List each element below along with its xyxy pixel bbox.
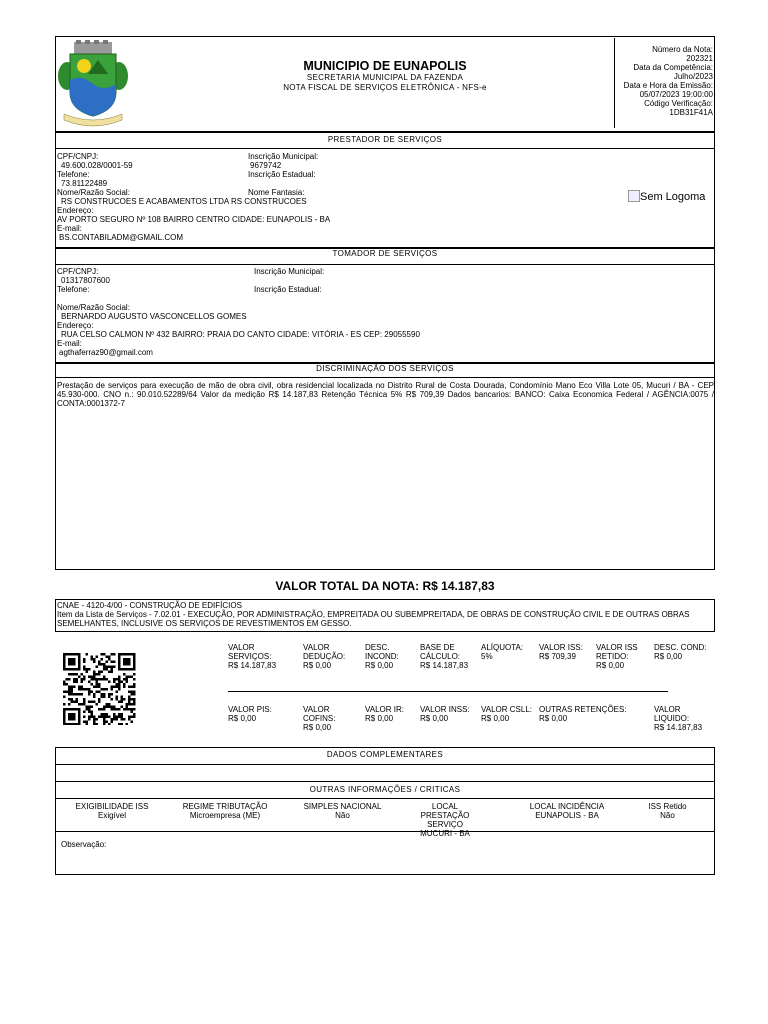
tomador-email-label: E-mail:: [57, 339, 82, 348]
valor-value: R$ 0,00: [420, 714, 449, 723]
qr-code: [63, 653, 137, 725]
valor-label: VALOR ISS:: [539, 643, 583, 652]
valor-row2-item: [228, 705, 298, 723]
valor-value: 5%: [481, 652, 493, 661]
prestador-divider: [56, 148, 714, 149]
lista-servicos-text: Item da Lista de Serviços - 7.02.01 - EXECUÇÃO, POR ADMINISTRAÇÃO, EMPREITADA OU SUBEMPREITADA, DE OBRAS DE CONSTRUÇÃO CIVIL E DE OUTRAS OBRAS SEMELHANTES, INCLUSIVE OS SERVIÇOS DE REVESTIMENTOS EM GESSO.: [57, 610, 690, 628]
valor-value: R$ 0,00: [303, 723, 332, 732]
tomador-nome-label: Nome/Razão Social:: [57, 303, 130, 312]
broken-image-icon: [628, 190, 640, 202]
iss-retido-value: Não: [660, 811, 675, 820]
valor-label: DESC. COND:: [654, 643, 707, 652]
prestador-email-label: E-mail:: [57, 224, 82, 233]
coat-of-arms-logo: [58, 40, 128, 130]
discriminacao-text: Prestação de serviços para execução de mão de obra civil, obra residencial localizada no Distrito Rural de Costa Dourada, Condomínio Mano Eco Villa Lote 05, Mucuri / BA - CEP 45.930-000. CNO n.: 90.010.52289/64 Valor da medição R$ 14.187,83 Retenção Técnica 5% R$ 709,39 Dados bancarios: BANCO: Caixa Economica Federal / AGÊNCIA:0075 / CONTA:0001372-7: [57, 381, 714, 408]
municipality-title: MUNICIPIO DE EUNAPOLIS: [303, 59, 467, 73]
prestador-section-title: PRESTADOR DE SERVIÇOS: [327, 135, 443, 144]
competencia-label: Data da Competência:: [633, 63, 713, 72]
valor-label: VALOR INSS:: [420, 705, 470, 714]
valor-label: VALOR SERVIÇOS:: [228, 643, 272, 661]
valor-label: OUTRAS RETENÇÕES:: [539, 705, 627, 714]
emissao-label: Data e Hora da Emissão:: [623, 81, 713, 90]
cnae-text: CNAE - 4120-4/00 - CONSTRUÇÃO DE EDIFÍCIOS: [57, 601, 242, 610]
valor-row2-item: [420, 705, 478, 723]
valor-row2-item: [303, 705, 361, 732]
prestador-cpf-label: CPF/CNPJ:: [57, 152, 99, 161]
valor-value: R$ 0,00: [365, 714, 394, 723]
regime-label: REGIME TRIBUTAÇÃO: [182, 802, 268, 811]
valor-row1-item: [420, 643, 478, 670]
tomador-divider: [56, 264, 714, 265]
codigo-value: 1DB31F41A: [669, 108, 713, 117]
prestador-cpf: 49.600.028/0001-59: [61, 161, 133, 170]
prestador-fantasia-label: Nome Fantasia:: [248, 188, 305, 197]
valor-row2-item: [654, 705, 714, 732]
valor-row1-item: [654, 643, 714, 661]
valor-label: BASE DE CÁLCULO:: [420, 643, 461, 661]
valor-row1-item: [365, 643, 417, 670]
valor-label: VALOR COFINS:: [303, 705, 336, 723]
valor-label: DESC. INCOND:: [365, 643, 399, 661]
local-prestacao-label: LOCAL PRESTAÇÃO SERVIÇO: [420, 802, 470, 829]
observacao-divider: [56, 831, 714, 832]
prestador-logo-placeholder: [628, 190, 705, 204]
valor-label: VALOR CSLL:: [481, 705, 532, 714]
valor-label: VALOR LIQUIDO:: [654, 705, 690, 723]
valor-total: VALOR TOTAL DA NOTA: R$ 14.187,83: [275, 579, 495, 593]
local-incidencia-value: EUNAPOLIS - BA: [535, 811, 599, 820]
numero-label: Número da Nota:: [652, 45, 713, 54]
tomador-insc-mun-label: Inscrição Municipal:: [254, 267, 325, 276]
valor-value: R$ 14.187,83: [228, 661, 277, 670]
tomador-box: [55, 248, 715, 363]
valor-row1-item: [539, 643, 593, 661]
nfse-subtitle: NOTA FISCAL DE SERVIÇOS ELETRÔNICA - NFS-e: [283, 83, 487, 92]
outras-divider: [56, 798, 714, 799]
prestador-telefone-label: Telefone:: [57, 170, 90, 179]
valor-row1-item: [228, 643, 298, 670]
prestador-insc-est-label: Inscrição Estadual:: [248, 170, 316, 179]
prestador-email: BS.CONTABILADM@GMAIL.COM: [59, 233, 183, 242]
prestador-nome-label: Nome/Razão Social:: [57, 188, 130, 197]
local-prestacao: [408, 802, 482, 838]
tomador-cpf-label: CPF/CNPJ:: [57, 267, 99, 276]
observacao-label: Observação:: [61, 840, 107, 849]
exigibilidade-value: Exigível: [97, 811, 126, 820]
local-incidencia: [512, 802, 622, 820]
valor-row1-item: [596, 643, 650, 670]
discriminacao-divider: [56, 377, 714, 378]
iss-retido-label: ISS Retido: [648, 802, 687, 811]
emissao-value: 05/07/2023 19:00:00: [639, 90, 713, 99]
tomador-nome: BERNARDO AUGUSTO VASCONCELLOS GOMES: [61, 312, 247, 321]
tomador-endereco-label: Endereço:: [57, 321, 94, 330]
valor-row2-item: [539, 705, 649, 723]
simples-label: SIMPLES NACIONAL: [303, 802, 382, 811]
exigibilidade-label: EXIGIBILIDADE ISS: [75, 802, 149, 811]
valor-value: R$ 709,39: [539, 652, 576, 661]
regime-value: Microempresa (ME): [189, 811, 261, 820]
codigo-label: Código Verificação:: [644, 99, 713, 108]
prestador-insc-mun-label: Inscrição Municipal:: [248, 152, 319, 161]
prestador-telefone: 73.81122489: [61, 179, 108, 188]
valor-label: VALOR PIS:: [228, 705, 272, 714]
prestador-box: [55, 132, 715, 248]
prestador-endereco: AV PORTO SEGURO Nº 108 BAIRRO CENTRO CIDADE: EUNAPOLIS - BA: [57, 215, 331, 224]
tomador-telefone-label: Telefone:: [57, 285, 90, 294]
valor-value: R$ 0,00: [654, 652, 683, 661]
prestador-endereco-label: Endereço:: [57, 206, 94, 215]
numero-value: 202321: [686, 54, 713, 63]
local-prestacao-value: MUCURI - BA: [420, 829, 470, 838]
complementares-section-title: DADOS COMPLEMENTARES: [326, 750, 444, 759]
valor-value: R$ 0,00: [539, 714, 568, 723]
tomador-insc-est-label: Inscrição Estadual:: [254, 285, 322, 294]
valor-row1-item: [303, 643, 361, 670]
iss-retido: [630, 802, 705, 820]
valor-label: ALÍQUOTA:: [481, 643, 524, 652]
prestador-nome: RS CONSTRUCOES E ACABAMENTOS LTDA RS CONSTRUCOES: [61, 197, 307, 206]
valor-row2-item: [365, 705, 417, 723]
nota-info: [600, 45, 713, 117]
valor-value: R$ 14.187,83: [420, 661, 469, 670]
tomador-endereco: RUA CELSO CALMON Nº 432 BAIRRO: PRAIA DO CANTO CIDADE: VITÓRIA - ES CEP: 29055590: [61, 330, 420, 339]
tomador-email: agthaferraz90@gmail.com: [59, 348, 153, 357]
outras-top-divider: [56, 781, 714, 782]
simples-nacional: [290, 802, 395, 820]
valor-value: R$ 0,00: [481, 714, 510, 723]
valor-value: R$ 0,00: [596, 661, 625, 670]
competencia-value: Julho/2023: [673, 72, 713, 81]
valor-label: VALOR IR:: [365, 705, 404, 714]
valor-value: R$ 14.187,83: [654, 723, 703, 732]
prestador-insc-mun: 9679742: [250, 161, 282, 170]
valor-label: VALOR DEDUÇÃO:: [303, 643, 346, 661]
valor-row2-item: [481, 705, 537, 723]
valor-label: VALOR ISS RETIDO:: [596, 643, 638, 661]
tomador-section-title: TOMADOR DE SERVIÇOS: [332, 249, 438, 258]
valor-row1-item: [481, 643, 533, 661]
valores-divider: [228, 691, 668, 692]
valor-value: R$ 0,00: [365, 661, 394, 670]
local-incidencia-label: LOCAL INCIDÊNCIA: [529, 802, 605, 811]
tomador-cpf: 01317807600: [61, 276, 110, 285]
valor-value: R$ 0,00: [228, 714, 257, 723]
prestador-logo-alt: Sem Logoma: [640, 191, 706, 203]
valor-value: R$ 0,00: [303, 661, 332, 670]
outras-section-title: OUTRAS INFORMAÇÕES / CRITICAS: [309, 785, 461, 794]
secretaria-subtitle: SECRETARIA MUNICIPAL DA FAZENDA: [306, 73, 464, 82]
regime-tributacao: [170, 802, 280, 820]
simples-value: Não: [335, 811, 350, 820]
exigibilidade-iss: [62, 802, 162, 820]
complementares-divider: [56, 764, 714, 765]
discriminacao-section-title: DISCRIMINAÇÃO DOS SERVIÇOS: [316, 364, 454, 373]
